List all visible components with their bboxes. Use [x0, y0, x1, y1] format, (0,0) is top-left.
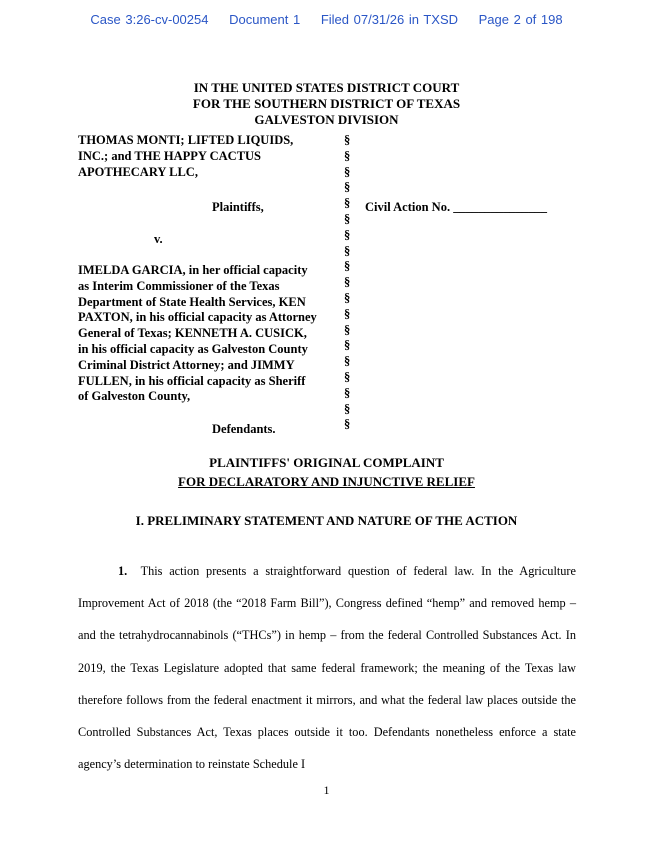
defendants-label: Defendants. [212, 422, 276, 436]
complaint-title: PLAINTIFFS' ORIGINAL COMPLAINT [209, 455, 444, 470]
plaintiffs-label: Plaintiffs, [212, 200, 264, 214]
case-caption [78, 133, 618, 443]
court-line-1: IN THE UNITED STATES DISTRICT COURT [193, 80, 460, 95]
plaintiffs-names: THOMAS MONTI; LIFTED LIQUIDS, INC.; and THE HAPPY CACTUS APOTHECARY LLC, [78, 133, 294, 179]
filed-date: Filed 07/31/26 in TXSD [320, 12, 458, 27]
defendants-names: IMELDA GARCIA, in her official capacity as Interim Commissioner of the Texas Department of State Health Services, KEN PAXTON, in his official capacity as Attorney General of Texas; KENNETH A. CUSICK, in his official capacity as Galveston County Criminal District Attorney; and JIMMY FULLEN, in his official capacity as Sheriff of Galveston County, [78, 263, 317, 404]
complaint-subtitle [0, 474, 653, 490]
paragraph-number: 1. [118, 564, 128, 578]
section-mark-column: § § § § § § § § § § § § § § § § § § § [344, 133, 351, 432]
court-line-2: FOR THE SOUTHERN DISTRICT OF TEXAS [192, 96, 461, 111]
court-heading [0, 80, 653, 128]
page-count: Page 2 of 198 [478, 12, 563, 27]
court-line-3: GALVESTON DIVISION [254, 112, 399, 127]
complaint-body [78, 555, 576, 780]
case-number: Case 3:26-cv-00254 [90, 12, 209, 27]
section-heading: I. PRELIMINARY STATEMENT AND NATURE OF THE ACTION [135, 513, 518, 528]
court-filing-stamp [0, 12, 653, 27]
civil-action-number: Civil Action No. _______________ [365, 200, 547, 214]
paragraph-text: This action presents a straightforward question of federal law. In the Agriculture Improvement Act of 2018 (the “2018 Farm Bill”), Congress defined “hemp” and removed hemp – and the tetrahydrocannabinols (“THCs”) in hemp – from the federal Controlled Substances Act. In 2019, the Texas Legislature adopted that same federal framework; the meaning of the Texas law therefore follows from the federal enactment it mirrors, and what the federal law places outside the Controlled Substances Act, Texas places outside it too. Defendants nonetheless enforce a state agency’s determination to reinstate Schedule I [78, 564, 576, 772]
versus: v. [154, 232, 163, 246]
document-number: Document 1 [229, 12, 301, 27]
paragraph-1 [78, 555, 576, 780]
page-number: 1 [323, 783, 330, 797]
complaint-subtitle-text: FOR DECLARATORY AND INJUNCTIVE RELIEF [178, 474, 475, 489]
